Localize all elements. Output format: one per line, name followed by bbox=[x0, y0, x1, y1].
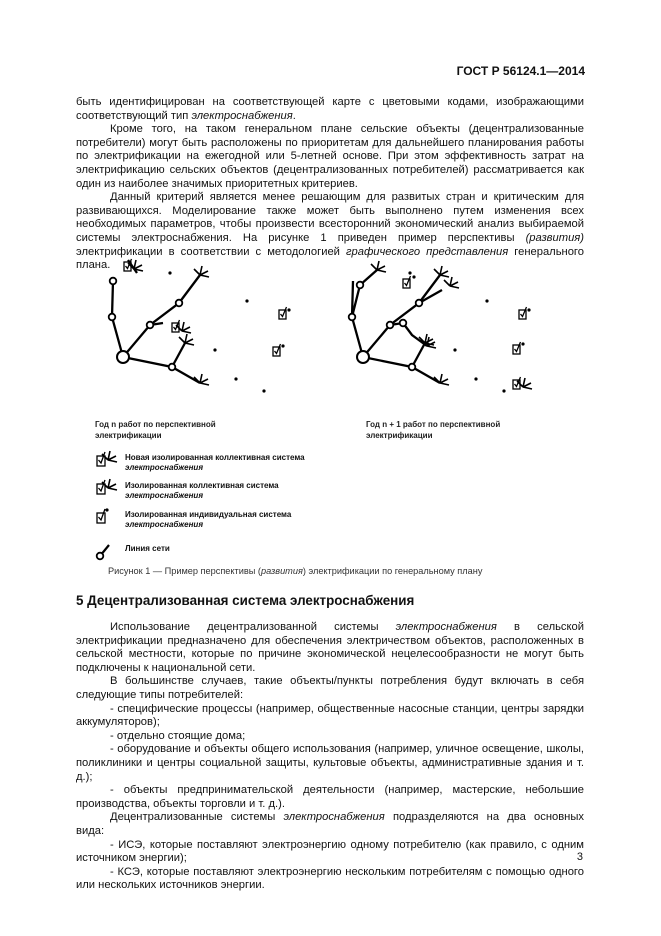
new-collective-system-icon bbox=[95, 450, 119, 472]
collective-system-icon bbox=[95, 478, 119, 500]
electrification-diagram bbox=[90, 255, 550, 405]
list-item: - объекты предпринимательской деятельности (например, мастерские, небольшие производства, объекты торговли и т. д.). bbox=[76, 784, 584, 810]
paragraph: Децентрализованные системы электроснабжения подразделяются на два основных вида: bbox=[76, 811, 584, 837]
diagram-year-n-plus-1 bbox=[349, 261, 532, 393]
list-item: - отдельно стоящие дома; bbox=[110, 729, 246, 742]
caption-year-n: Год n работ по перспективной электрификации bbox=[95, 420, 216, 440]
paragraph: быть идентифицирован на соответствующей карте с цветовыми кодами, изображающими соответствующий тип электроснабжения. bbox=[76, 96, 584, 122]
paragraph: Использование децентрализованной системы электроснабжения в сельской электрификации предназначено для обеспечения электричеством объектов, расположенных в сельской местности, которые по причине экономической нецелесообразности не могут быть подключены к национальной сети. bbox=[76, 621, 585, 674]
document-id: ГОСТ Р 56124.1—2014 bbox=[456, 64, 585, 78]
caption-year-n-plus-1: Год n + 1 работ по перспективной электрификации bbox=[366, 420, 501, 440]
list-item: - КСЭ, которые поставляют электроэнергию нескольким потребителям с помощью одного или нескольких источников энергии. bbox=[76, 865, 584, 892]
diagram-year-n bbox=[109, 259, 291, 393]
text-block-top bbox=[76, 96, 584, 273]
individual-system-icon bbox=[95, 507, 119, 529]
paragraph: Данный критерий является менее решающим для развитых стран и критическим для развивающихся. Моделирование также может быть выполнено путем изменения всех необходимых параметров, чтобы произвести всесторонний экономический анализ выбираемой системы электроснабжения. На рисунке 1 приведен пример перспективы (развития) электрификации в соответствии с методологией графического представления генерального плана. bbox=[76, 191, 584, 272]
list-item: - ИСЭ, которые поставляют электроэнергию одному потребителю (как правило, с одним источником энергии); bbox=[76, 838, 584, 865]
list-item: - специфические процессы (например, общественные насосные станции, центры зарядки аккумуляторов); bbox=[76, 702, 584, 729]
figure-caption: Рисунок 1 — Пример перспективы (развития) электрификации по генеральному плану bbox=[108, 566, 483, 576]
paragraph: В большинстве случаев, такие объекты/пункты потребления будут включать в себя следующие типы потребителей: bbox=[76, 675, 584, 701]
text-block-bottom bbox=[76, 621, 584, 893]
page-number: 3 bbox=[576, 851, 583, 863]
section-heading: 5 Децентрализованная система электроснабжения bbox=[76, 593, 415, 608]
grid-line-icon bbox=[95, 540, 119, 562]
list-item: - оборудование и объекты общего использования (например, уличное освещение, школы, поликлиники и центры социальной защиты, культовые объекты, административные здания и т. д.); bbox=[76, 743, 584, 783]
paragraph: Кроме того, на таком генеральном плане сельские объекты (децентрализованные потребители) могут быть расположены по приоритетам для дальнейшего планирования работы по электрификации на ежегодной или 5-летней основе. При этом эффективность затрат на электрификацию сельских объектов (децентрализованных потребителей) рассматривается как один из наиболее значимых приоритетных критериев. bbox=[76, 123, 584, 190]
